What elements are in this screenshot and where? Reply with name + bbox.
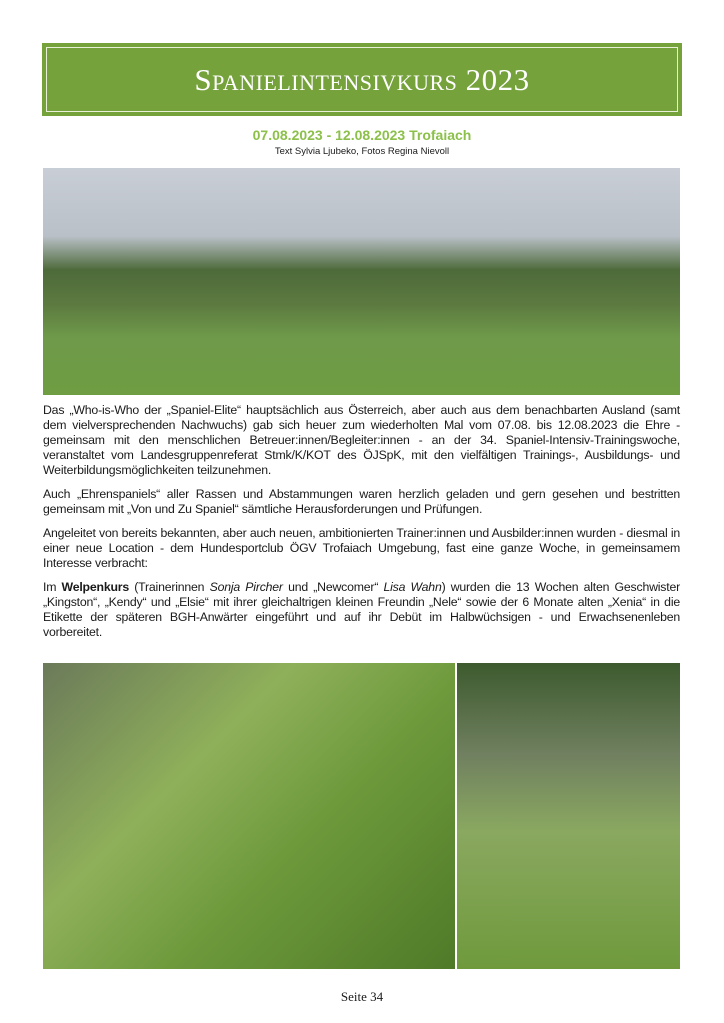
title-banner [42,43,682,116]
text: und „Newcomer“ [282,580,384,594]
paragraph-welpenkurs [43,580,680,640]
course-name: Welpenkurs [61,580,129,594]
paragraph-trainers: Angeleitet von bereits bekannten, aber auch neuen, ambitionierten Trainer:innen und Ausbilder:innen wurden - diesmal in einer neue Location - dem Hundesportclub ÖGV Trofaiach Umgebung, fast eine ganze Woche, in gemeinsamem Interesse verbracht: [43,526,680,570]
author-credit: Text Sylvia Ljubeko, Fotos Regina Nievoll [274,146,450,157]
article-body [43,403,680,640]
trainer-name: Sonja Pircher [209,580,283,594]
page-title: Spanielintensivkurs 2023 [194,62,530,97]
event-dates-location: 07.08.2023 - 12.08.2023 Trofaiach [252,127,472,143]
spaniel-puppy-photo [43,663,455,969]
text: Im [43,580,62,594]
group-photo [43,168,680,395]
text: ) wurden die 13 Wochen alten Geschwister „Kingston“, „Kendy“ und „Elsie“ mit ihrer gleichaltrigen kleinen Freundin „Nele“ sowie der 6 Monate alten „Xenia“ in die Etikette der späteren BGH-Anwärter eingeführt und auf ihr Debüt im Halbwüchsigen - und Erwachsenenleben vorbereitet. [43,580,680,639]
trainer-with-puppy-photo [457,663,680,969]
text: (Trainerinnen [129,580,210,594]
page-number: Seite 34 [340,989,384,1004]
paragraph-ehrenspaniels: Auch „Ehrenspaniels“ aller Rassen und Abstammungen waren herzlich geladen und gern gesehen und bestritten gemeinsam mit „Von und Zu Spaniel“ sämtliche Herausforderungen und Prüfungen. [43,487,680,516]
trainer-name: Lisa Wahn [383,580,442,594]
paragraph-intro: Das „Who-is-Who der „Spaniel-Elite“ hauptsächlich aus Österreich, aber auch aus dem benachbarten Ausland (samt dem vielversprechenden Nachwuchs) gab sich heuer zum wiederholten Mal vom 07.08. bis 12.08.2023 die Ehre - gemeinsam mit den menschlichen Betreuer:innen/Begleiter:innen - an der 34. Spaniel-Intensiv-Trainingswoche, veranstaltet vom Landesgruppenreferat Stmk/K/KOT des ÖJSpK, mit den vielfältigen Trainings-, Ausbildungs- und Weiterbildungsmöglichkeiten teilzunehmen. [43,403,680,477]
